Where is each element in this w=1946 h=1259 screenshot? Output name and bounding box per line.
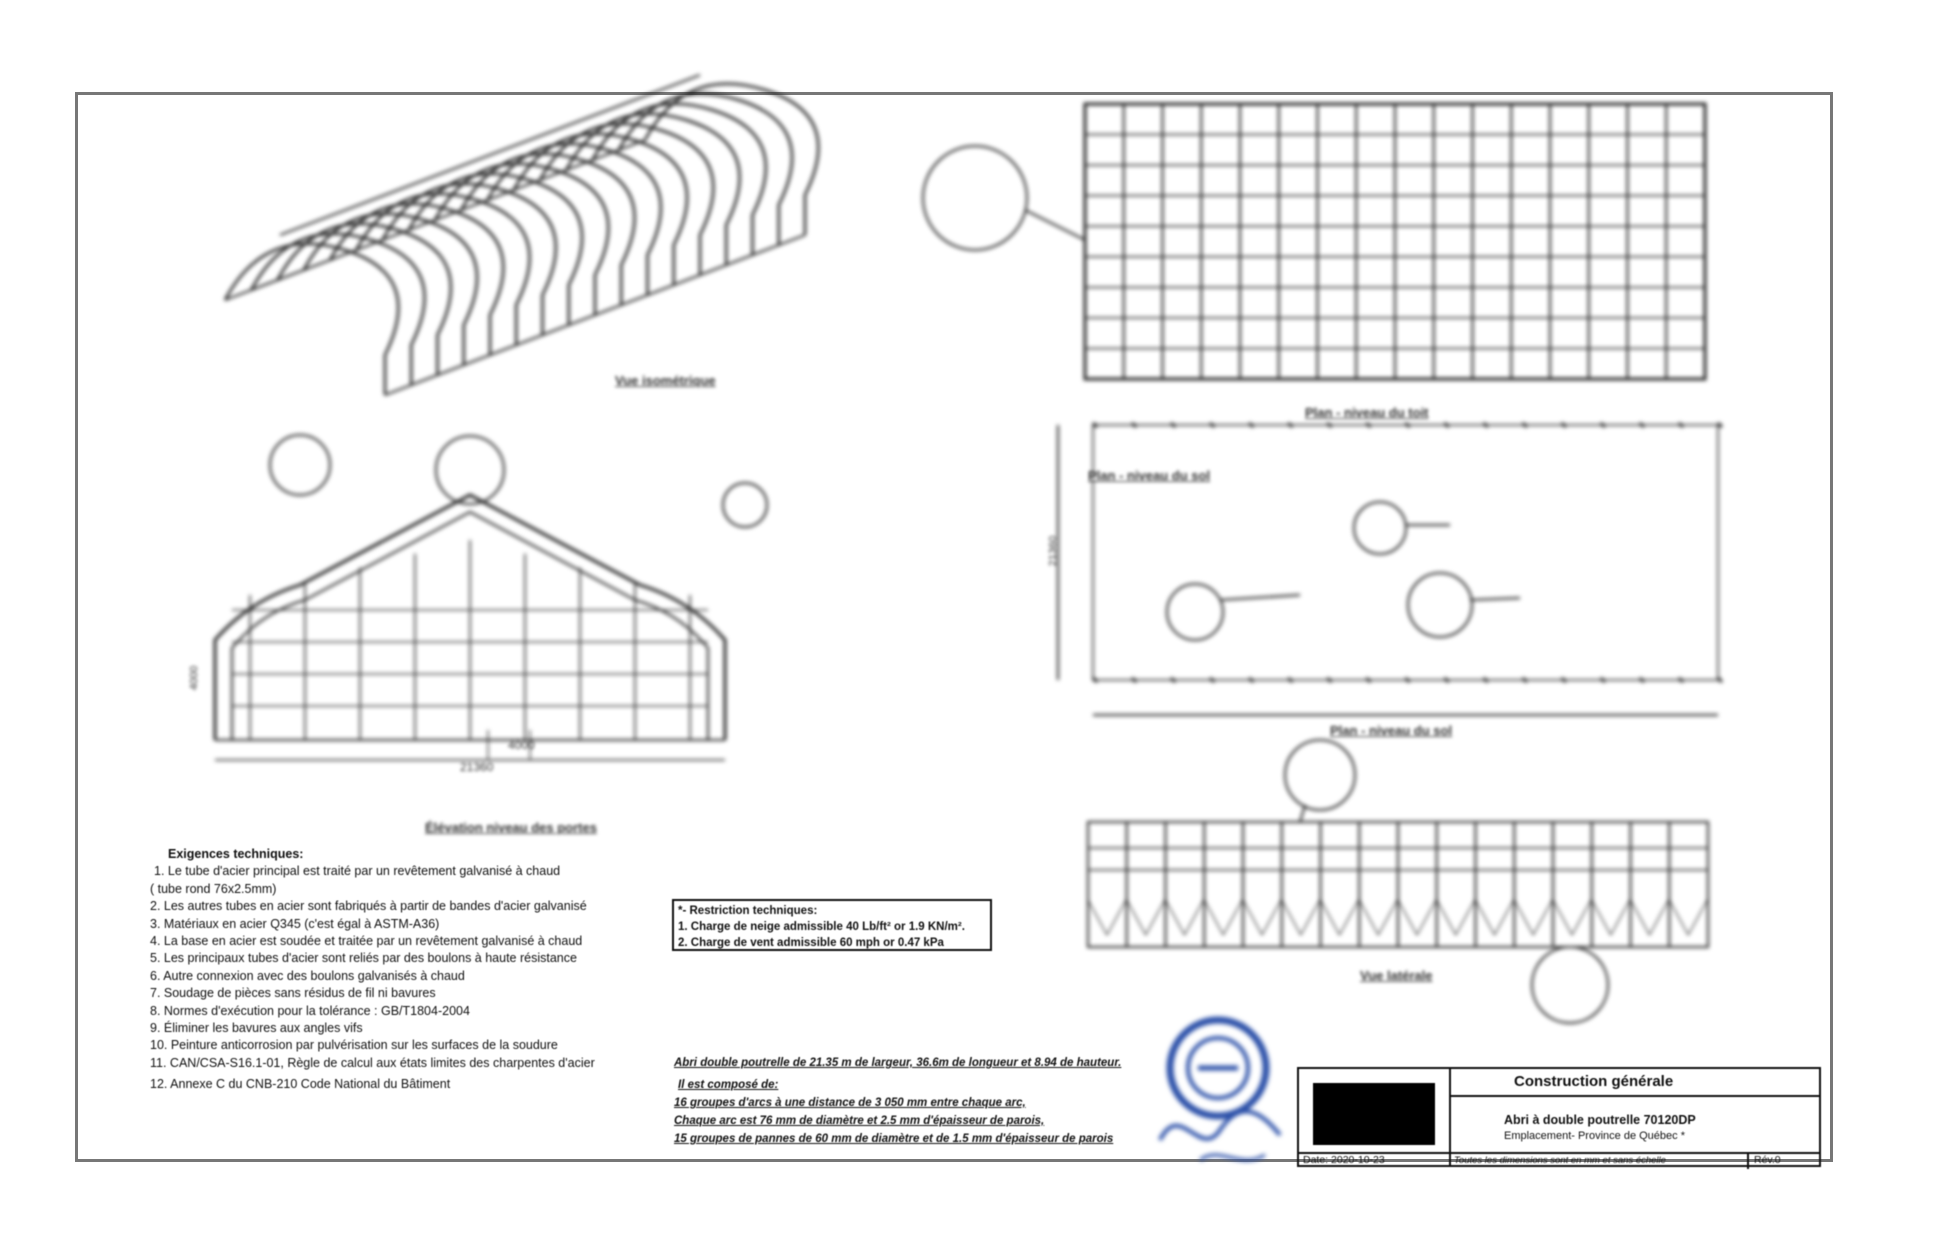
title-block-location: Emplacement- Province de Québec * bbox=[1504, 1130, 1685, 1142]
title-block-heading: Construction générale bbox=[1514, 1073, 1674, 1090]
title-block bbox=[1297, 1067, 1821, 1167]
roof-plan-drawing bbox=[1085, 104, 1705, 379]
description-line: Abri double poutrelle de 21.35 m de largeur, 36.6m de longueur et 8.94 de hauteur. bbox=[674, 1057, 1122, 1069]
requirement-item: 7. Soudage de pièces sans résidus de fil ni bavures bbox=[150, 986, 436, 1001]
title-block-revision: Rév.0 bbox=[1754, 1154, 1781, 1166]
shelter-description bbox=[674, 1054, 1121, 1148]
redacted-logo bbox=[1313, 1083, 1435, 1145]
gate-door-dimension: 4000 bbox=[508, 738, 535, 752]
isometric-view-drawing bbox=[225, 75, 818, 395]
side-view-caption: Vue latérale bbox=[1360, 968, 1433, 983]
title-block-note: Toutes les dimensions sont en mm et sans échelle bbox=[1454, 1155, 1666, 1166]
ground-plan-inner-caption: Plan - niveau du sol bbox=[1088, 468, 1211, 483]
restriction-item: 2. Charge de vent admissible 60 mph or 0.47 kPa bbox=[678, 937, 944, 949]
ground-plan-caption: Plan - niveau du sol bbox=[1330, 723, 1453, 738]
requirement-item: 8. Normes d'exécution pour la tolérance : GB/T1804-2004 bbox=[150, 1003, 470, 1018]
restrictions-box bbox=[672, 899, 992, 951]
gate-height-dimension: 4000 bbox=[188, 665, 201, 691]
ground-plan-drawing bbox=[1058, 423, 1722, 715]
requirement-item: 3. Matériaux en acier Q345 (c'est égal à ASTM-A36) bbox=[150, 916, 440, 931]
requirement-item: 4. La base en acier est soudée et traitée par un revêtement galvanisé à chaud bbox=[150, 934, 583, 949]
description-line: Il est composé de: bbox=[678, 1079, 779, 1091]
requirement-item: 5. Les principaux tubes d'acier sont reliés par des boulons à haute résistance bbox=[150, 951, 577, 966]
gate-elevation-caption: Élévation niveau des portes bbox=[425, 820, 597, 835]
description-line: 16 groupes d'arcs à une distance de 3 050 mm entre chaque arc, bbox=[674, 1097, 1026, 1109]
description-line: 15 groupes de pannes de 60 mm de diamètre et de 1.5 mm d'épaisseur de parois bbox=[674, 1133, 1114, 1145]
requirement-item: ( tube rond 76x2.5mm) bbox=[150, 881, 277, 896]
title-block-date: Date: 2020-10-23 bbox=[1303, 1154, 1385, 1166]
gate-width-dimension: 21360 bbox=[460, 760, 494, 774]
title-block-product: Abri à double poutrelle 70120DP bbox=[1504, 1113, 1696, 1127]
side-view-drawing bbox=[1088, 822, 1708, 947]
ground-plan-side-dimension: 21360 bbox=[1047, 535, 1060, 567]
roof-plan-caption: Plan - niveau du toit bbox=[1305, 405, 1429, 420]
official-stamp bbox=[1140, 1010, 1290, 1170]
requirement-item: 1. Le tube d'acier principal est traité par un revêtement galvanisé à chaud bbox=[154, 864, 561, 879]
restrictions-heading: *- Restriction techniques: bbox=[678, 905, 818, 917]
description-line: Chaque arc est 76 mm de diamètre et 2.5 mm d'épaisseur de parois, bbox=[674, 1115, 1045, 1127]
requirement-item: 2. Les autres tubes en acier sont fabriqués à partir de bandes d'acier galvanisé bbox=[150, 899, 587, 914]
requirement-item: 10. Peinture anticorrosion par pulvérisation sur les surfaces de la soudure bbox=[150, 1038, 558, 1053]
requirement-item: 9. Éliminer les bavures aux angles vifs bbox=[150, 1021, 363, 1036]
gate-elevation-drawing bbox=[215, 435, 767, 760]
technical-requirements bbox=[150, 846, 670, 1094]
requirement-item: 12. Annexe C du CNB-210 Code National du Bâtiment bbox=[150, 1077, 451, 1092]
technical-requirements-heading: Exigences techniques: bbox=[168, 847, 304, 861]
restriction-item: 1. Charge de neige admissible 40 Lb/ft² or 1.9 KN/m². bbox=[678, 921, 965, 933]
requirement-item: 6. Autre connexion avec des boulons galvanisés à chaud bbox=[150, 968, 465, 983]
isometric-caption: Vue isométrique bbox=[615, 373, 716, 388]
roof-detail-circle bbox=[923, 146, 1027, 250]
requirement-item: 11. CAN/CSA-S16.1-01, Règle de calcul aux états limites des charpentes d'acier bbox=[150, 1055, 595, 1070]
